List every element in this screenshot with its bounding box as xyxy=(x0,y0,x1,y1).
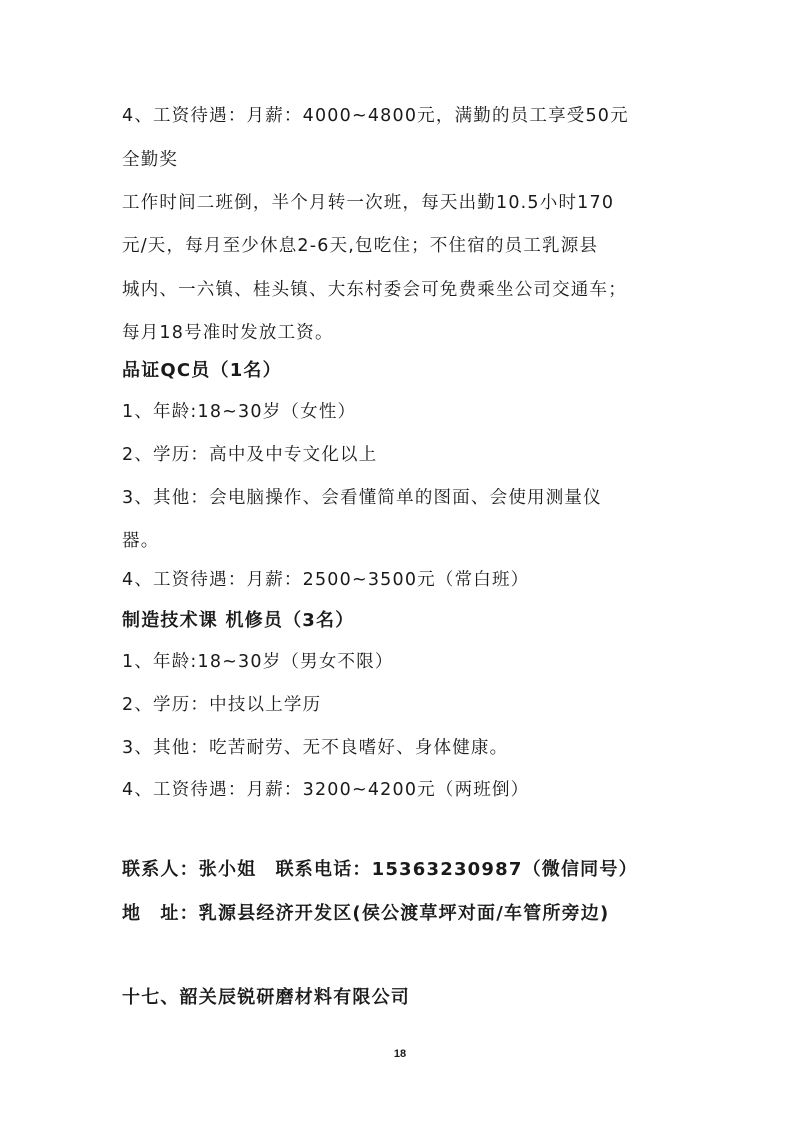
repair-section-title: 制造技术课 机修员（3名） xyxy=(122,610,355,631)
qc-other-item: 3、其他：会电脑操作、会看懂简单的图面、会使用测量仪 xyxy=(122,488,602,508)
work-time-line: 工作时间二班倒，半个月转一次班，每天出勤10.5小时170 xyxy=(122,193,615,213)
address-line: 地 址：乳源县经济开发区(侯公渡草坪对面/车管所旁边) xyxy=(122,903,610,924)
attendance-bonus-line: 全勤奖 xyxy=(122,150,179,170)
qc-section-title: 品证QC员（1名） xyxy=(122,360,282,381)
salary-line: 4、工资待遇：月薪：4000~4800元，满勤的员工享受50元 xyxy=(122,106,629,126)
qc-salary-item: 4、工资待遇：月薪：2500~3500元（常白班） xyxy=(122,570,530,590)
page-number: 18 xyxy=(393,1048,407,1060)
repair-salary-item: 4、工资待遇：月薪：3200~4200元（两班倒） xyxy=(122,780,530,800)
qc-age-item: 1、年龄:18~30岁（女性） xyxy=(122,402,357,422)
shuttle-bus-line: 城内、一六镇、桂头镇、大东村委会可免费乘坐公司交通车； xyxy=(122,280,627,300)
rest-days-line: 元/天，每月至少休息2-6天,包吃住；不住宿的员工乳源县 xyxy=(122,236,599,256)
next-company-heading: 十七、韶关辰锐研磨材料有限公司 xyxy=(122,987,410,1008)
repair-other-item: 3、其他：吃苦耐劳、无不良嗜好、身体健康。 xyxy=(122,738,509,758)
qc-other-item-continued: 器。 xyxy=(122,531,160,551)
qc-education-item: 2、学历：高中及中专文化以上 xyxy=(122,445,378,465)
payday-line: 每月18号准时发放工资。 xyxy=(122,323,334,343)
repair-education-item: 2、学历：中技以上学历 xyxy=(122,695,322,715)
repair-age-item: 1、年龄:18~30岁（男女不限） xyxy=(122,652,394,672)
contact-line: 联系人：张小姐 联系电话：15363230987（微信同号） xyxy=(122,859,638,880)
